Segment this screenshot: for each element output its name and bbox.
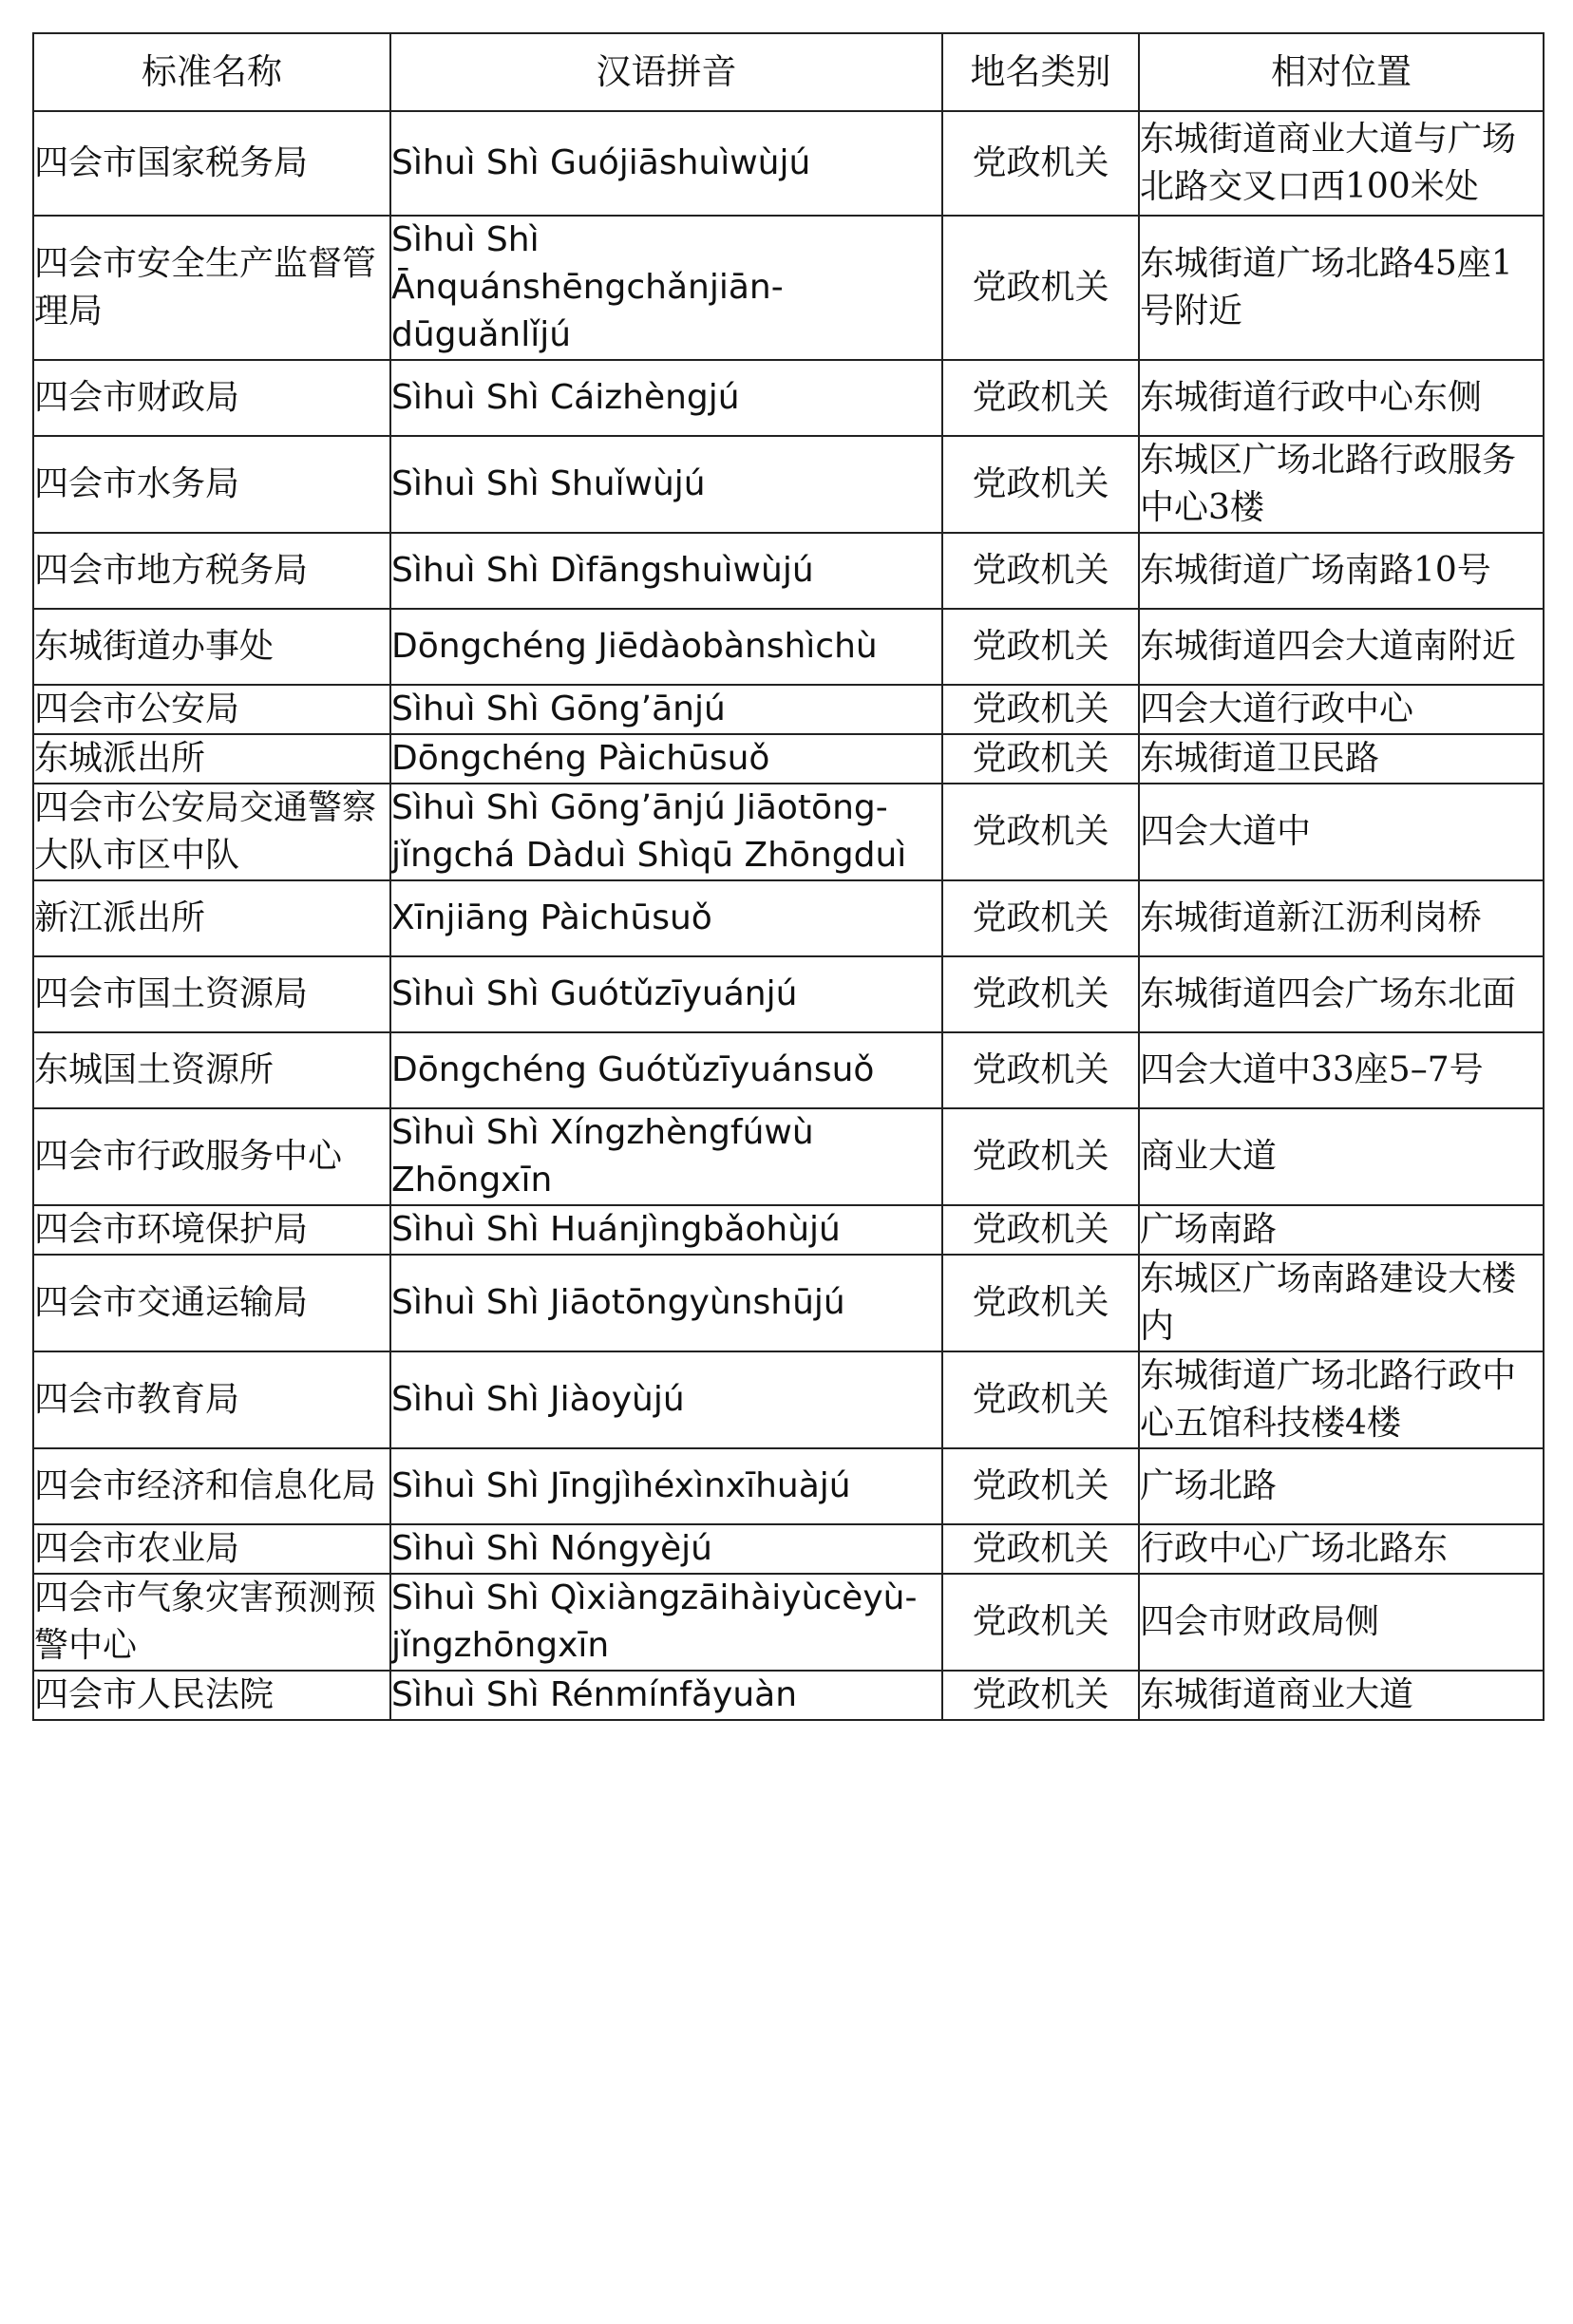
cell-pinyin-text: Sìhuì Shì Rénmínfǎyuàn (391, 1675, 798, 1714)
table-row (33, 1524, 1544, 1574)
cell-category (942, 1032, 1139, 1108)
cell-pinyin (390, 111, 942, 216)
cell-standard-name-text: 东城街道办事处 (34, 627, 275, 666)
cell-pinyin-text: Sìhuì Shì Jiāotōngyùnshūjú (391, 1283, 845, 1322)
cell-standard-name (33, 1351, 390, 1448)
cell-standard-name-text: 四会市安全生产监督管理局 (34, 244, 377, 331)
cell-category (942, 880, 1139, 956)
cell-pinyin (390, 1108, 942, 1205)
cell-standard-name (33, 1255, 390, 1351)
cell-pinyin (390, 1671, 942, 1720)
cell-category-text: 党政机关 (972, 551, 1109, 590)
cell-category (942, 533, 1139, 609)
cell-category (942, 784, 1139, 880)
cell-standard-name (33, 609, 390, 685)
cell-pinyin-text: Sìhuì Shì Jīngjìhéxìnxīhuàjú (391, 1466, 851, 1505)
cell-relative-location-text: 东城街道卫民路 (1140, 739, 1380, 778)
cell-pinyin (390, 609, 942, 685)
cell-pinyin-text: Sìhuì Shì Guójiāshuìwùjú (391, 143, 811, 182)
cell-category (942, 111, 1139, 216)
cell-relative-location-text: 东城街道商业大道 (1140, 1675, 1414, 1714)
cell-category-text: 党政机关 (972, 1380, 1109, 1419)
cell-standard-name (33, 784, 390, 880)
cell-pinyin (390, 956, 942, 1032)
cell-pinyin (390, 1574, 942, 1671)
cell-relative-location (1139, 1205, 1544, 1255)
cell-standard-name-text: 四会市气象灾害预测预警中心 (34, 1578, 377, 1665)
cell-standard-name-text: 四会市地方税务局 (34, 551, 309, 590)
header-relative-location: 相对位置 (1139, 33, 1544, 111)
cell-relative-location (1139, 784, 1544, 880)
cell-relative-location (1139, 1524, 1544, 1574)
cell-category (942, 734, 1139, 784)
cell-standard-name-text: 四会市农业局 (34, 1529, 240, 1568)
cell-standard-name (33, 685, 390, 734)
cell-category (942, 1255, 1139, 1351)
cell-pinyin (390, 784, 942, 880)
cell-relative-location (1139, 1574, 1544, 1671)
cell-category (942, 216, 1139, 360)
cell-category-text: 党政机关 (972, 690, 1109, 728)
table-body (33, 111, 1544, 1720)
cell-relative-location-text: 东城街道四会大道南附近 (1140, 627, 1517, 666)
cell-standard-name-text: 新江派出所 (34, 898, 206, 937)
table-row (33, 1205, 1544, 1255)
cell-pinyin-text: Sìhuì Shì Nóngyèjú (391, 1529, 712, 1568)
table-row (33, 1255, 1544, 1351)
cell-relative-location-text: 广场北路 (1140, 1466, 1278, 1505)
cell-category-text: 党政机关 (972, 464, 1109, 503)
cell-category (942, 609, 1139, 685)
cell-pinyin-text: Sìhuì Shì Shuǐwùjú (391, 464, 706, 503)
cell-relative-location (1139, 360, 1544, 436)
cell-pinyin-text: Sìhuì Shì Huánjìngbǎohùjú (391, 1210, 841, 1249)
cell-pinyin (390, 360, 942, 436)
cell-relative-location-text: 东城街道商业大道与广场北路交叉口西100米处 (1140, 120, 1517, 206)
cell-standard-name-text: 四会市教育局 (34, 1380, 240, 1419)
cell-category-text: 党政机关 (972, 739, 1109, 778)
cell-relative-location (1139, 1108, 1544, 1205)
cell-standard-name-text: 四会市交通运输局 (34, 1283, 309, 1322)
cell-pinyin (390, 685, 942, 734)
table-row (33, 1574, 1544, 1671)
cell-category-text: 党政机关 (972, 1529, 1109, 1568)
table-row (33, 609, 1544, 685)
cell-pinyin-text: Sìhuì Shì Gōng’ānjú Jiāotōng-jǐngchá Dàduì Shìqū Zhōngduì (391, 788, 907, 875)
cell-standard-name-text: 四会市经济和信息化局 (34, 1466, 377, 1505)
cell-pinyin-text: Sìhuì Shì Ānquánshēngchǎnjiān-dūguǎnlǐjú (391, 220, 784, 354)
table-row (33, 1448, 1544, 1524)
cell-standard-name (33, 1574, 390, 1671)
table-row (33, 685, 1544, 734)
cell-relative-location-text: 四会大道中 (1140, 812, 1312, 851)
cell-standard-name-text: 四会市环境保护局 (34, 1210, 309, 1249)
cell-category (942, 1524, 1139, 1574)
cell-category-text: 党政机关 (972, 1137, 1109, 1176)
cell-relative-location-text: 商业大道 (1140, 1137, 1278, 1176)
table-row (33, 1351, 1544, 1448)
cell-category-text: 党政机关 (972, 378, 1109, 417)
cell-category-text: 党政机关 (972, 1210, 1109, 1249)
cell-category (942, 436, 1139, 533)
cell-relative-location-text: 东城街道广场北路45座1号附近 (1140, 244, 1513, 331)
cell-relative-location (1139, 436, 1544, 533)
cell-standard-name-text: 四会市财政局 (34, 378, 240, 417)
cell-pinyin-text: Sìhuì Shì Guótǔzīyuánjú (391, 974, 798, 1013)
cell-category-text: 党政机关 (972, 1283, 1109, 1322)
cell-relative-location-text: 东城街道广场南路10号 (1140, 551, 1491, 590)
cell-pinyin (390, 1351, 942, 1448)
cell-relative-location-text: 四会市财政局侧 (1140, 1602, 1380, 1641)
table-row (33, 111, 1544, 216)
cell-standard-name-text: 四会市公安局交通警察大队市区中队 (34, 788, 377, 875)
cell-relative-location-text: 东城街道广场北路行政中心五馆科技楼4楼 (1140, 1356, 1517, 1443)
cell-standard-name-text: 四会市国土资源局 (34, 974, 309, 1013)
cell-relative-location (1139, 880, 1544, 956)
cell-pinyin (390, 880, 942, 956)
cell-category (942, 1448, 1139, 1524)
cell-standard-name (33, 1205, 390, 1255)
table-row (33, 533, 1544, 609)
cell-standard-name-text: 四会市国家税务局 (34, 143, 309, 182)
cell-pinyin-text: Sìhuì Shì Gōng’ānjú (391, 690, 726, 728)
cell-category-text: 党政机关 (972, 898, 1109, 937)
cell-category-text: 党政机关 (972, 1466, 1109, 1505)
cell-standard-name (33, 436, 390, 533)
cell-relative-location (1139, 1351, 1544, 1448)
cell-category (942, 1108, 1139, 1205)
cell-category-text: 党政机关 (972, 1050, 1109, 1089)
cell-standard-name (33, 1108, 390, 1205)
cell-pinyin-text: Sìhuì Shì Cáizhèngjú (391, 378, 740, 417)
cell-category-text: 党政机关 (972, 1675, 1109, 1714)
cell-category-text: 党政机关 (972, 143, 1109, 182)
cell-relative-location (1139, 685, 1544, 734)
cell-standard-name (33, 1448, 390, 1524)
cell-category (942, 956, 1139, 1032)
cell-pinyin-text: Dōngchéng Pàichūsuǒ (391, 739, 770, 778)
cell-relative-location (1139, 1032, 1544, 1108)
cell-category (942, 1351, 1139, 1448)
cell-relative-location (1139, 533, 1544, 609)
cell-pinyin (390, 216, 942, 360)
cell-standard-name-text: 四会市水务局 (34, 464, 240, 503)
cell-pinyin-text: Sìhuì Shì Qìxiàngzāihàiyùcèyù-jǐngzhōngxīn (391, 1578, 918, 1665)
cell-relative-location-text: 四会大道行政中心 (1140, 690, 1414, 728)
cell-pinyin-text: Dōngchéng Guótǔzīyuánsuǒ (391, 1050, 875, 1089)
cell-relative-location (1139, 111, 1544, 216)
table-header-row (33, 33, 1544, 111)
header-pinyin: 汉语拼音 (390, 33, 942, 111)
cell-standard-name-text: 四会市公安局 (34, 690, 240, 728)
place-name-table (32, 32, 1545, 1721)
table-row (33, 734, 1544, 784)
table-row (33, 1671, 1544, 1720)
table-row (33, 436, 1544, 533)
cell-standard-name (33, 956, 390, 1032)
cell-standard-name-text: 四会市人民法院 (34, 1675, 275, 1714)
cell-category (942, 685, 1139, 734)
cell-standard-name-text: 东城派出所 (34, 739, 206, 778)
cell-pinyin-text: Xīnjiāng Pàichūsuǒ (391, 898, 712, 937)
cell-pinyin-text: Dōngchéng Jiēdàobànshìchù (391, 627, 878, 666)
cell-standard-name-text: 东城国土资源所 (34, 1050, 275, 1089)
cell-category-text: 党政机关 (972, 974, 1109, 1013)
cell-relative-location-text: 东城街道行政中心东侧 (1140, 378, 1483, 417)
table-row (33, 1108, 1544, 1205)
cell-relative-location-text: 四会大道中33座5–7号 (1140, 1050, 1484, 1089)
cell-relative-location-text: 广场南路 (1140, 1210, 1278, 1249)
cell-relative-location (1139, 734, 1544, 784)
cell-standard-name (33, 216, 390, 360)
cell-standard-name (33, 533, 390, 609)
table-row (33, 216, 1544, 360)
cell-relative-location (1139, 216, 1544, 360)
cell-relative-location (1139, 956, 1544, 1032)
table-row (33, 1032, 1544, 1108)
cell-category-text: 党政机关 (972, 812, 1109, 851)
table-row (33, 956, 1544, 1032)
cell-pinyin (390, 533, 942, 609)
cell-relative-location (1139, 609, 1544, 685)
cell-pinyin (390, 1524, 942, 1574)
cell-relative-location-text: 行政中心广场北路东 (1140, 1529, 1449, 1568)
cell-relative-location-text: 东城街道四会广场东北面 (1140, 974, 1517, 1013)
cell-relative-location-text: 东城区广场北路行政服务中心3楼 (1140, 441, 1517, 527)
cell-relative-location (1139, 1671, 1544, 1720)
cell-category (942, 360, 1139, 436)
cell-category (942, 1671, 1139, 1720)
cell-standard-name (33, 734, 390, 784)
table-row (33, 880, 1544, 956)
cell-pinyin-text: Sìhuì Shì Xíngzhèngfúwù Zhōngxīn (391, 1113, 814, 1200)
cell-pinyin (390, 1448, 942, 1524)
cell-pinyin (390, 1205, 942, 1255)
cell-relative-location (1139, 1448, 1544, 1524)
cell-pinyin (390, 1032, 942, 1108)
cell-pinyin (390, 1255, 942, 1351)
header-standard-name: 标准名称 (33, 33, 390, 111)
cell-pinyin (390, 734, 942, 784)
cell-relative-location (1139, 1255, 1544, 1351)
cell-pinyin (390, 436, 942, 533)
cell-category-text: 党政机关 (972, 1602, 1109, 1641)
header-category: 地名类别 (942, 33, 1139, 111)
cell-pinyin-text: Sìhuì Shì Dìfāngshuìwùjú (391, 551, 814, 590)
cell-standard-name (33, 360, 390, 436)
cell-standard-name (33, 1671, 390, 1720)
cell-standard-name (33, 1032, 390, 1108)
cell-standard-name-text: 四会市行政服务中心 (34, 1137, 343, 1176)
cell-standard-name (33, 111, 390, 216)
cell-standard-name (33, 1524, 390, 1574)
cell-pinyin-text: Sìhuì Shì Jiàoyùjú (391, 1380, 685, 1419)
cell-category (942, 1574, 1139, 1671)
cell-category-text: 党政机关 (972, 627, 1109, 666)
cell-category-text: 党政机关 (972, 268, 1109, 307)
cell-standard-name (33, 880, 390, 956)
table-row (33, 360, 1544, 436)
cell-category (942, 1205, 1139, 1255)
table-row (33, 784, 1544, 880)
cell-relative-location-text: 东城街道新江沥利岗桥 (1140, 898, 1483, 937)
cell-relative-location-text: 东城区广场南路建设大楼内 (1140, 1259, 1517, 1346)
